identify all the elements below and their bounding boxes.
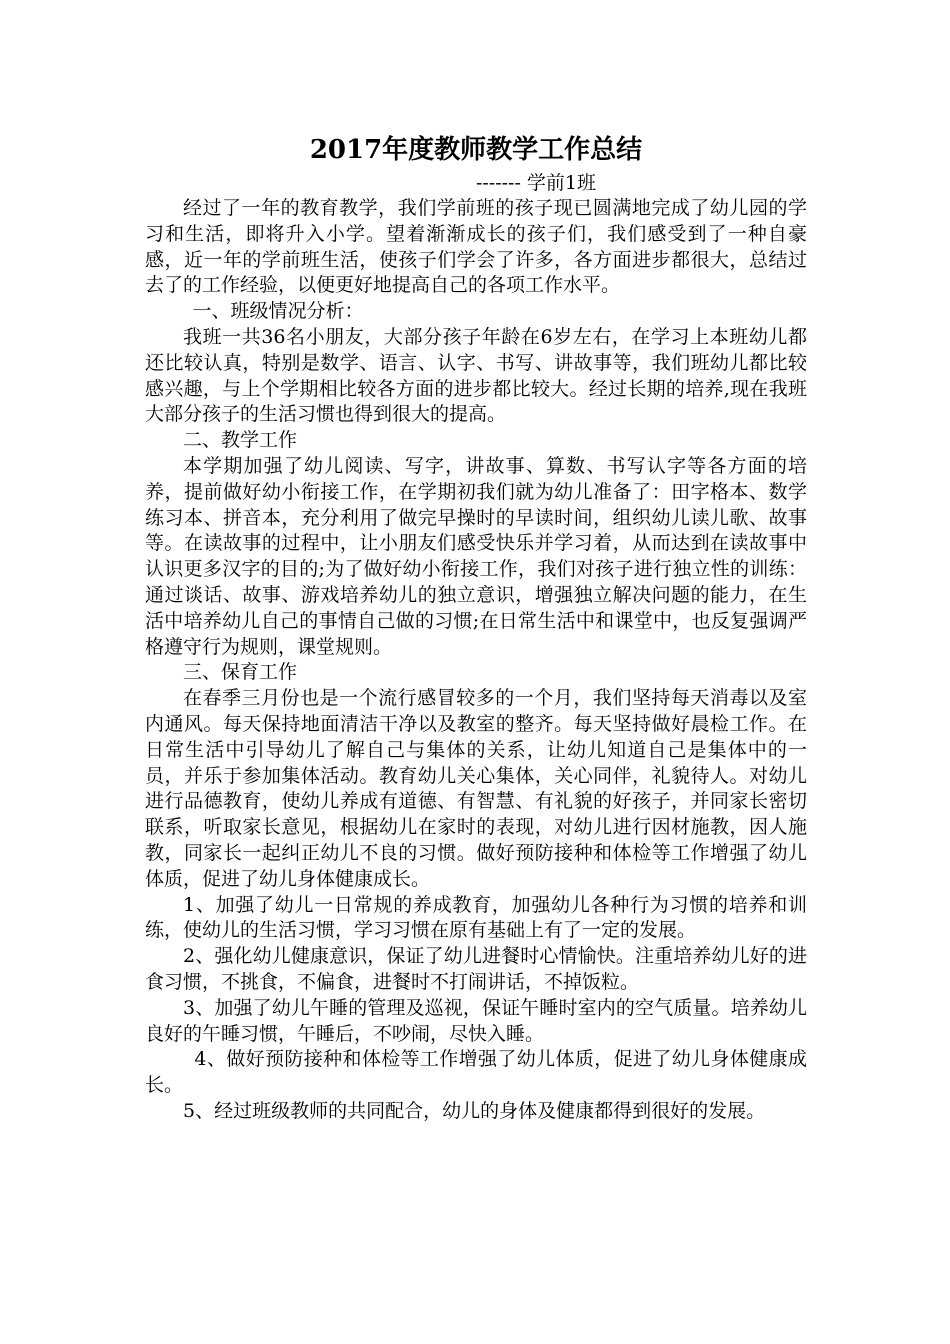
document-page bbox=[145, 130, 807, 1125]
intro-paragraph: 经过了一年的教育教学，我们学前班的孩子现已圆满地完成了幼儿园的学习和生活，即将升入小学。望着渐渐成长的孩子们，我们感受到了一种自豪感，近一年的学前班生活，使孩子们学会了许多，各方面进步都很大，总结过去了的工作经验，以便更好地提高自己的各项工作水平。 bbox=[145, 197, 807, 297]
teaching-paragraph: 本学期加强了幼儿阅读、写字，讲故事、算数、书写认字等各方面的培养，提前做好幼小衔接工作，在学期初我们就为幼儿准备了：田字格本、数学练习本、拼音本，充分利用了做完早操时的早读时间，组织幼儿读儿歌、故事等。在读故事的过程中，让小朋友们感受快乐并学习着，从而达到在读故事中认识更多汉字的目的;为了做好幼小衔接工作，我们对孩子进行独立性的训练：通过谈话、故事、游戏培养幼儿的独立意识，增强独立解决问题的能力，在生活中培养幼儿自己的事情自己做的习惯;在日常生活中和课堂中，也反复强调严格遵守行为规则，课堂规则。 bbox=[145, 454, 807, 658]
section-heading-class-analysis: 一、班级情况分析： bbox=[192, 300, 364, 323]
childcare-item-1: 1、加强了幼儿一日常规的养成教育，加强幼儿各种行为习惯的培养和训练，使幼儿的生活习惯，学习习惯在原有基础上有了一定的发展。 bbox=[145, 893, 807, 942]
childcare-paragraph: 在春季三月份也是一个流行感冒较多的一个月，我们坚持每天消毒以及室内通风。每天保持地面清洁干净以及教室的整齐。每天坚持做好晨检工作。在日常生活中引导幼儿了解自己与集体的关系，让幼儿知道自己是集体中的一员，并乐于参加集体活动。教育幼儿关心集体，关心同伴，礼貌待人。对幼儿进行品德教育，使幼儿养成有道德、有智慧、有礼貌的好孩子，并同家长密切联系，听取家长意见，根据幼儿在家时的表现，对幼儿进行因材施教，因人施教，同家长一起纠正幼儿不良的习惯。做好预防接种和体检等工作增强了幼儿体质，促进了幼儿身体健康成长。 bbox=[145, 687, 807, 890]
section-heading-childcare: 三、保育工作 bbox=[183, 661, 298, 684]
document-title: 2017年度教师教学工作总结 bbox=[309, 135, 643, 165]
childcare-item-3: 3、加强了幼儿午睡的管理及巡视，保证午睡时室内的空气质量。培养幼儿良好的午睡习惯，午睡后，不吵闹，尽快入睡。 bbox=[145, 996, 807, 1045]
section-heading-teaching: 二、教学工作 bbox=[183, 429, 298, 452]
document-subtitle: ------- 学前1班 bbox=[475, 172, 597, 194]
class-analysis-paragraph: 我班一共36名小朋友，大部分孩子年龄在6岁左右，在学习上本班幼儿都还比较认真，特别是数学、语言、认字、书写、讲故事等，我们班幼儿都比较感兴趣，与上个学期相比较各方面的进步都比较大。经过长期的培养,现在我班大部分孩子的生活习惯也得到很大的提高。 bbox=[145, 325, 807, 426]
childcare-item-2: 2、强化幼儿健康意识，保证了幼儿进餐时心情愉快。注重培养幼儿好的进食习惯，不挑食，不偏食，进餐时不打闹讲话，不掉饭粒。 bbox=[145, 945, 807, 993]
childcare-item-5: 5、经过班级教师的共同配合，幼儿的身体及健康都得到很好的发展。 bbox=[183, 1099, 766, 1122]
childcare-item-4: 4、做好预防接种和体检等工作增强了幼儿体质，促进了幼儿身体健康成长。 bbox=[145, 1048, 807, 1097]
